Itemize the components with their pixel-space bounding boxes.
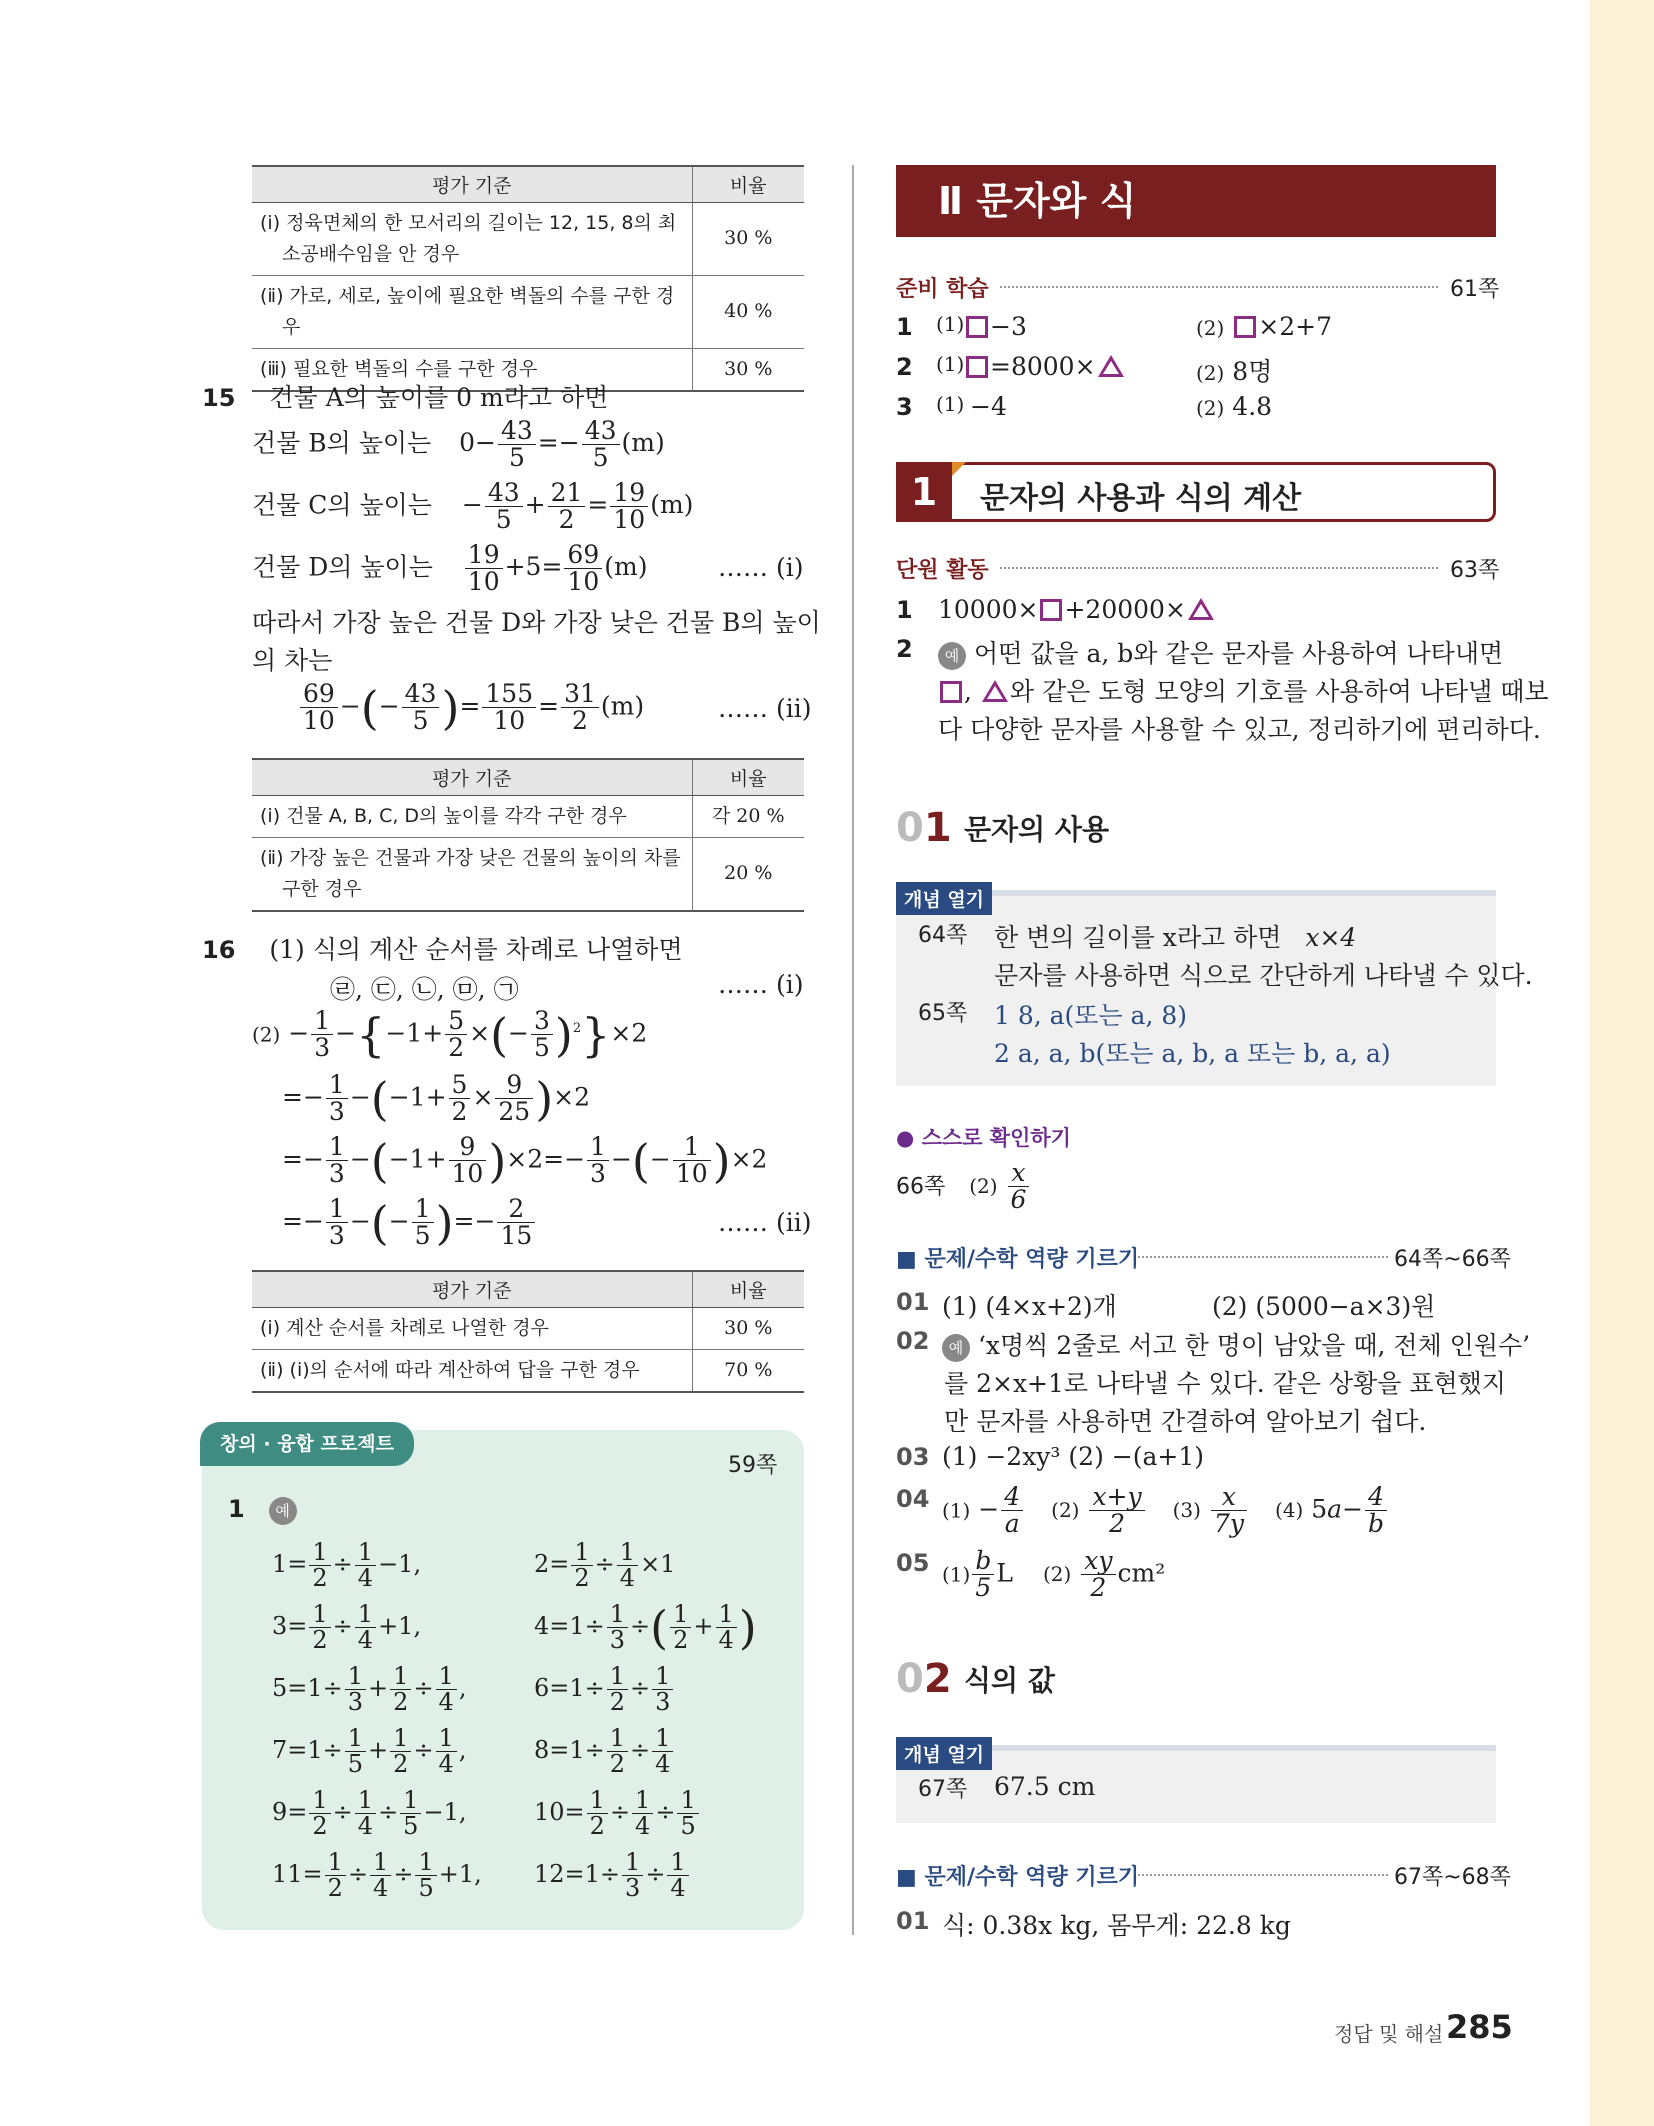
leader-dots — [1000, 286, 1438, 288]
table-cell: (ⅱ) 가로, 세로, 높이에 필요한 벽돌의 수를 구한 경우 — [252, 275, 692, 348]
section-title: 문자의 사용 — [964, 813, 1109, 846]
page-ref: 61쪽 — [1450, 277, 1500, 302]
answer-05: 05 (1) $\frac{b}{5}$ L (2) $\frac{xy}{2}$ cm² — [896, 1546, 1166, 1603]
section-label: 단원 활동 — [896, 558, 989, 583]
page-number: 285 — [1446, 2008, 1513, 2046]
project-item-1: 1 예 — [228, 1494, 297, 1525]
answer-2-01: 01 식: 0.38x kg, 몸무게: 22.8 kg — [896, 1907, 1291, 1940]
footer-label: 정답 및 해설 — [1334, 2022, 1444, 2046]
section-01-number: 01 — [896, 805, 952, 851]
answer-03: 03 (1) −2xy³ (2) −(a+1) — [896, 1442, 1204, 1471]
text-line: 67.5 cm — [994, 1772, 1096, 1801]
answer-02: 02 예 ‘x명씩 2줄로 서고 한 명이 남았을 때, 전체 인원수’ — [896, 1327, 1531, 1360]
equation-b: 건물 B의 높이는 0− $\frac{43}{5}$ =− $\frac{43}{5}$ (m) — [252, 416, 665, 473]
example-icon: 예 — [269, 1497, 297, 1525]
text-line: 다 다양한 문자를 사용할 수 있고, 정리하기에 편리하다. — [938, 715, 1541, 744]
equation-c: 건물 C의 높이는 − $\frac{43}{5}$ + $\frac{21}{2}$ = $\frac{19}{10}$ (m) — [252, 478, 694, 535]
page-edge-strip — [1590, 0, 1654, 2126]
self-check-label: ● 스스로 확인하기 — [896, 1126, 1071, 1150]
problem-15: 15 건물 A의 높이를 0 m라고 하면 — [202, 383, 609, 412]
page-ref: 65쪽 — [918, 1001, 968, 1026]
table-header: 평가 기준 — [252, 1271, 692, 1307]
table-header: 비율 — [692, 1271, 804, 1307]
concept-tag: 개념 열기 — [896, 882, 992, 915]
square-symbol — [966, 316, 988, 338]
step-marker: …… (ⅰ) — [718, 553, 804, 582]
problem-number: 15 — [202, 384, 236, 412]
problem-label-1: ■ 문제/수학 역량 기르기 — [896, 1247, 1140, 1272]
table-cell: 70 % — [692, 1349, 804, 1392]
page-ref: 67쪽~68쪽 — [1394, 1865, 1511, 1890]
problem-label-2: ■ 문제/수학 역량 기르기 — [896, 1865, 1140, 1890]
table-cell: 20 % — [692, 837, 804, 911]
column-divider — [852, 165, 854, 1935]
section-02-number: 02 — [896, 1656, 952, 1702]
table-cell: (ⅰ) 건물 A, B, C, D의 높이를 각각 구한 경우 — [252, 795, 692, 837]
answer-04: 04 (1) − $\frac{4}{a}$ (2) $\frac{x+y}{2}$ (3) $\frac{x}{7y}$ (4) 5a− $\frac{4}{b}$ — [896, 1484, 929, 1513]
table-cell: (ⅲ) 필요한 벽돌의 수를 구한 경우 — [252, 348, 692, 391]
text-line: 의 차는 — [252, 646, 333, 675]
table-cell: 30 % — [692, 1307, 804, 1349]
calc-line-1: (2) − $\frac{1}{3}$ −{−1+ $\frac{5}{2}$ ×(− $\frac{3}{5}$ )$^2$}×2 — [252, 1006, 648, 1063]
triangle-symbol — [1188, 598, 1214, 620]
activity-2-line2: , 와 같은 도형 모양의 기호를 사용하여 나타낼 때보 — [938, 672, 1549, 708]
text-line: 따라서 가장 높은 건물 D와 가장 낮은 건물 B의 높이 — [252, 608, 821, 637]
chapter-banner: Ⅱ 문자와 식 — [896, 165, 1496, 237]
leader-dots — [1000, 567, 1438, 569]
table-cell: 40 % — [692, 275, 804, 348]
page-ref: 59쪽 — [728, 1453, 778, 1478]
page-ref: 64쪽 — [918, 923, 968, 948]
example-icon: 예 — [938, 642, 966, 670]
square-symbol — [940, 681, 962, 703]
calc-line-4: =− $\frac{1}{3}$ −(− $\frac{1}{5}$ )=− $\frac{2}{15}$ — [282, 1196, 537, 1250]
table-cell: 30 % — [692, 348, 804, 391]
calc-line-3: =− $\frac{1}{3}$ −(−1+ $\frac{9}{10}$ )×2=− $\frac{1}{3}$ −(− $\frac{1}{10}$ )×2 — [282, 1132, 768, 1189]
text-line: 1 8, a(또는 a, 8) — [994, 1001, 1188, 1030]
table-cell: (ⅱ) (ⅰ)의 순서에 따라 계산하여 답을 구한 경우 — [252, 1349, 692, 1392]
text-line: 만 문자를 사용하면 간결하여 알아보기 쉽다. — [944, 1407, 1427, 1436]
table-header: 평가 기준 — [252, 759, 692, 795]
leader-dots — [1138, 1874, 1388, 1876]
table-cell: (ⅰ) 계산 순서를 차례로 나열한 경우 — [252, 1307, 692, 1349]
concept-text-1: 한 변의 길이를 x라고 하면 x×4 — [994, 923, 1357, 952]
table-header: 비율 — [692, 166, 804, 202]
table-header: 평가 기준 — [252, 166, 692, 202]
problem-16: 16 (1) 식의 계산 순서를 차례로 나열하면 — [202, 935, 683, 964]
problem-number: 16 — [202, 936, 236, 964]
project-tab: 창의 · 융합 프로젝트 — [200, 1422, 414, 1466]
section-title: 식의 값 — [964, 1664, 1055, 1697]
concept-tag: 개념 열기 — [896, 1737, 992, 1770]
square-symbol — [1234, 316, 1256, 338]
equation-d: 건물 D의 높이는 $\frac{19}{10}$ +5= $\frac{69}{10}$ (m) — [252, 540, 648, 597]
square-symbol — [966, 356, 988, 378]
triangle-symbol — [982, 680, 1008, 702]
text-line: 를 2×x+1로 나타낼 수 있다. 같은 상황을 표현했지 — [944, 1369, 1506, 1398]
table-cell: 30 % — [692, 202, 804, 275]
activity-2: 2 예 어떤 값을 a, b와 같은 문자를 사용하여 나타내면 — [896, 635, 1504, 668]
self-check-answer: 66쪽 (2) $\frac{x}{6}$ — [896, 1160, 1031, 1214]
criteria-table-1 — [252, 165, 804, 392]
page-ref: 63쪽 — [1450, 558, 1500, 583]
unit-number: 1 — [896, 462, 952, 522]
square-symbol — [1040, 599, 1062, 621]
table-cell: 각 20 % — [692, 795, 804, 837]
criteria-table-2 — [252, 758, 804, 912]
triangle-symbol — [1098, 355, 1124, 377]
criteria-table-3 — [252, 1270, 804, 1393]
text-line: 문자를 사용하면 식으로 간단하게 나타낼 수 있다. — [994, 961, 1533, 990]
answer-01: 01 (1) (4×x+2)개 (2) (5000−a×3)원 — [896, 1288, 1436, 1321]
calc-line-2: =− $\frac{1}{3}$ −(−1+ $\frac{5}{2}$ × $\frac{9}{25}$ )×2 — [282, 1070, 591, 1127]
activity-1: 1 10000× +20000× — [896, 595, 913, 624]
unit-corner — [952, 462, 966, 476]
table-cell: (ⅱ) 가장 높은 건물과 가장 낮은 건물의 높이의 차를 구한 경우 — [252, 837, 692, 911]
page-ref: 67쪽 — [918, 1777, 968, 1802]
leader-dots — [1138, 1256, 1388, 1258]
page-ref: 64쪽~66쪽 — [1394, 1247, 1511, 1272]
equation-diff: $\frac{69}{10}$ −(− $\frac{43}{5}$ )= $\frac{155}{10}$ = $\frac{31}{2}$ (m) — [298, 681, 644, 735]
table-header: 비율 — [692, 759, 804, 795]
step-marker: …… (ⅰ) — [718, 970, 804, 999]
table-cell: (ⅰ) 정육면체의 한 모서리의 길이는 12, 15, 8의 최소공배수임을 안 경우 — [252, 202, 692, 275]
order-list: ㉣, ㉢, ㉡, ㉤, ㉠ — [330, 975, 519, 1004]
section-label: 준비 학습 — [896, 277, 989, 302]
unit-title: 문자의 사용과 식의 계산 — [980, 481, 1302, 516]
step-marker: …… (ⅱ) — [718, 1208, 812, 1237]
text-line: 2 a, a, b(또는 a, b, a 또는 b, a, a) — [994, 1039, 1391, 1068]
step-marker: …… (ⅱ) — [718, 694, 812, 723]
